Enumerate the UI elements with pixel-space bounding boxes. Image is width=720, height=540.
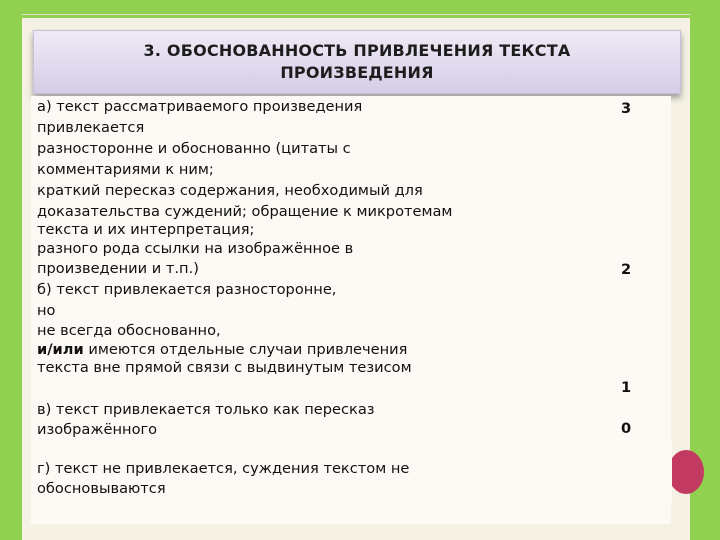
criterion-b-line-4 bbox=[37, 341, 407, 359]
criterion-c-line-1: в) текст привлекается только как пересказ bbox=[37, 401, 375, 418]
criterion-b-line-1: б) текст привлекается разносторонне, bbox=[37, 281, 337, 298]
criterion-c-line-2: изображённого bbox=[37, 421, 158, 438]
criterion-a-line-5: краткий пересказ содержания, необходимый для bbox=[37, 182, 423, 199]
top-decor-line bbox=[22, 14, 690, 15]
title-line-1: 3. ОБОСНОВАННОСТЬ ПРИВЛЕЧЕНИЯ ТЕКСТА bbox=[143, 41, 571, 60]
criterion-b-line-3: не всегда обоснованно, bbox=[37, 322, 221, 339]
score-b: 2 bbox=[621, 261, 632, 278]
title-box bbox=[33, 30, 681, 94]
content-edge bbox=[640, 440, 672, 504]
criterion-a-line-9: произведении и т.п.) bbox=[37, 260, 199, 277]
criterion-b-line-4-rest: имеются отдельные случаи привлечения bbox=[83, 341, 408, 358]
score-d: 0 bbox=[621, 420, 632, 437]
criterion-a-line-1: а) текст рассматриваемого произведения bbox=[37, 98, 363, 115]
criterion-b-line-2: но bbox=[37, 302, 56, 319]
title-line-2: ПРОИЗВЕДЕНИЯ bbox=[280, 63, 434, 82]
criterion-b-line-5: текста вне прямой связи с выдвинутым тезисом bbox=[37, 359, 412, 376]
and-or-emphasis: и/или bbox=[37, 341, 84, 358]
accent-circle-decoration bbox=[668, 450, 704, 494]
criterion-a-line-4: комментариями к ним; bbox=[37, 161, 214, 178]
criterion-a-line-6: доказательства суждений; обращение к микротемам bbox=[37, 203, 453, 220]
criterion-d-line-1: г) текст не привлекается, суждения текстом не bbox=[37, 460, 410, 477]
criterion-a-line-7: текста и их интерпретация; bbox=[37, 221, 255, 238]
score-c: 1 bbox=[621, 379, 632, 396]
criterion-d-line-2: обосновываются bbox=[37, 480, 166, 497]
slide-title bbox=[144, 40, 571, 84]
criterion-a-line-3: разносторонне и обоснованно (цитаты с bbox=[37, 140, 351, 157]
score-a: 3 bbox=[621, 100, 632, 117]
criterion-a-line-8: разного рода ссылки на изображённое в bbox=[37, 240, 354, 257]
criterion-a-line-2: привлекается bbox=[37, 119, 145, 136]
